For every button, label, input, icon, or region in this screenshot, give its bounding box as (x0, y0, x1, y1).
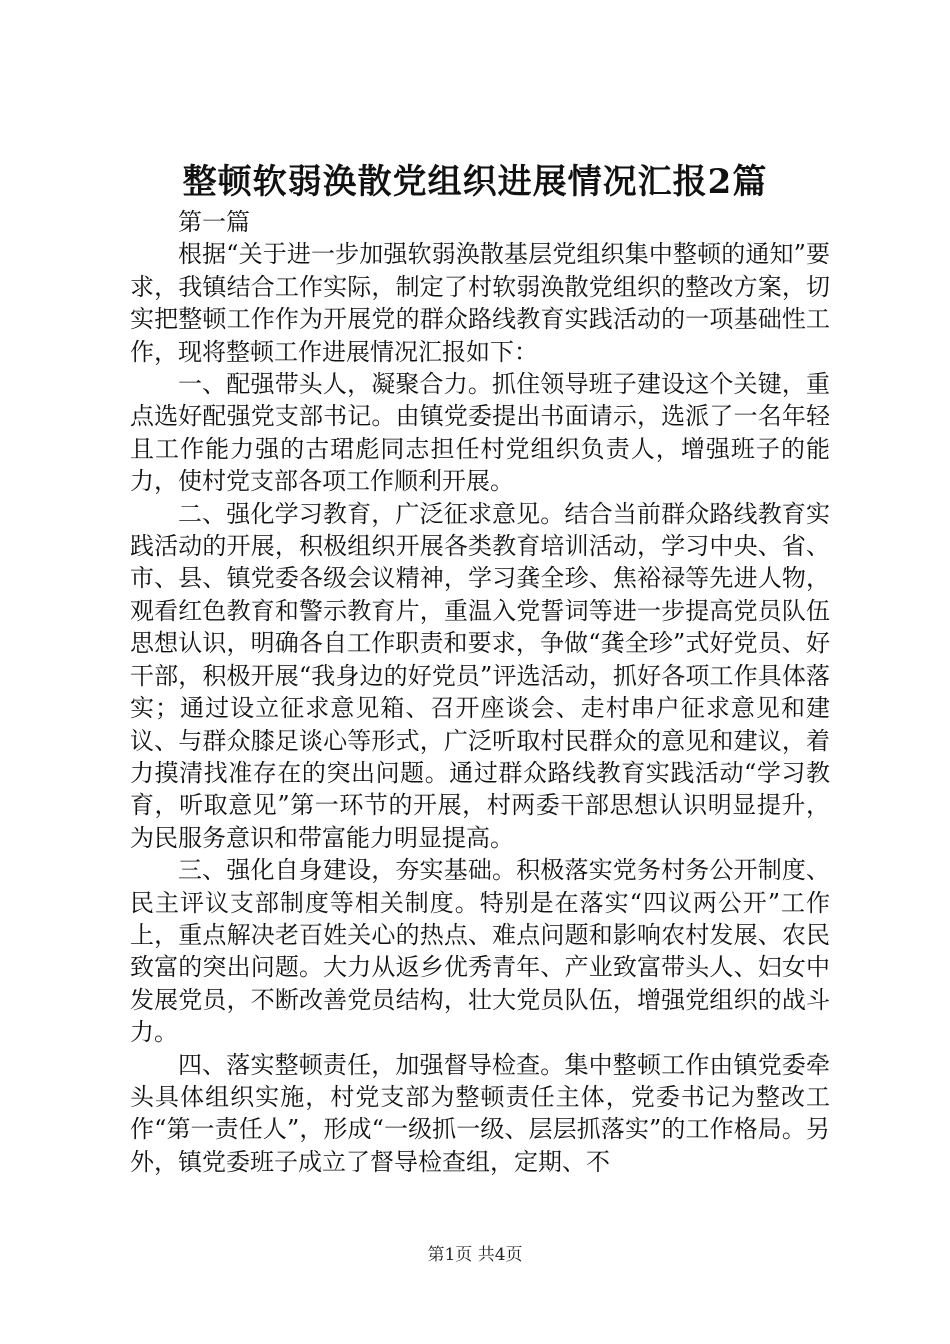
paragraph-section-2: 二、强化学习教育，广泛征求意见。结合当前群众路线教育实践活动的开展，积极组织开展各类教育培训活动，学习中央、省、市、县、镇党委各级会议精神，学习龚全珍、焦裕禄等先进人物，观看红色教育和警示教育片，重温入党誓词等进一步提高党员队伍思想认识，明确各自工作职责和要求，争做“龚全珍”式好党员、好干部，积极开展“我身边的好党员”评选活动，抓好各项工作具体落实；通过设立征求意见箱、召开座谈会、走村串户征求意见和建议、与群众膝足谈心等形式，广泛听取村民群众的意见和建议，着力摸清找准存在的突出问题。通过群众路线教育实践活动“学习教育，听取意见”第一环节的开展，村两委干部思想认识明显提升，为民服务意识和带富能力明显提高。 (130, 499, 830, 852)
paragraph-section-1: 一、配强带头人，凝聚合力。抓住领导班子建设这个关键，重点选好配强党支部书记。由镇党委提出书面请示，选派了一名年轻且工作能力强的古珺彪同志担任村党组织负责人，增强班子的能力，使村党支部各项工作顺利开展。 (130, 370, 830, 496)
page-footer: 第1页 共4页 (427, 1245, 523, 1265)
document-title: 整顿软弱涣散党组织进展情况汇报2篇 (182, 162, 768, 202)
paragraph-section-3: 三、强化自身建设，夯实基础。积极落实党务村务公开制度、民主评议支部制度等相关制度。特别是在落实“四议两公开”工作上，重点解决老百姓关心的热点、难点问题和影响农村发展、农民致富的突出问题。大力从返乡优秀青年、产业致富带头人、妇女中发展党员，不断改善党员结构，壮大党员队伍，增强党组织的战斗力。 (130, 856, 830, 1047)
section-label: 第一篇 (178, 208, 250, 236)
document-body (130, 206, 830, 1178)
paragraph-intro: 根据“关于进一步加强软弱涣散基层党组织集中整顿的通知”要求，我镇结合工作实际，制定了村软弱涣散党组织的整改方案，切实把整顿工作作为开展党的群众路线教育实践活动的一项基础性工作，现将整顿工作进展情况汇报如下： (130, 240, 830, 366)
paragraph-section-4: 四、落实整顿责任，加强督导检查。集中整顿工作由镇党委牵头具体组织实施，村党支部为整顿责任主体，党委书记为整改工作“第一责任人”，形成“一级抓一级、层层抓落实”的工作格局。另外，镇党委班子成立了督导检查组，定期、不 (130, 1050, 830, 1176)
